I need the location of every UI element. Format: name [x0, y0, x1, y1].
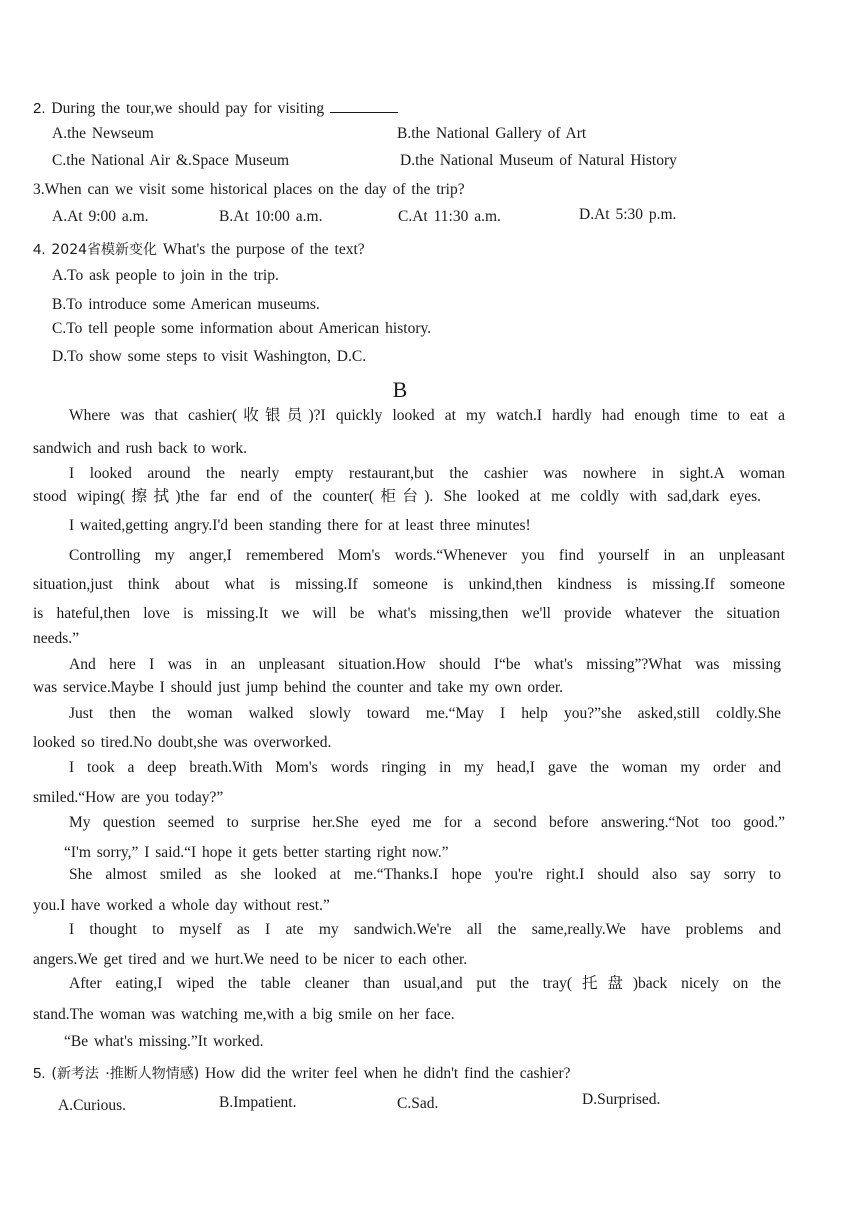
passage-line: is hateful,then love is missing.It we will be what's missing,then we'll provide whatever the situation	[33, 605, 780, 622]
passage-line: sandwich and rush back to work.	[33, 440, 248, 457]
question-tag: (新考法 ·推断人物情感)	[51, 1066, 200, 1082]
passage-line: My question seemed to surprise her.She eyed me for a second before answering.“Not too good.”	[69, 814, 785, 831]
option-b: B.At 10:00 a.m.	[219, 208, 323, 225]
passage-line: needs.”	[33, 630, 80, 647]
option-b: B.the National Gallery of Art	[397, 125, 587, 142]
passage-line: She almost smiled as she looked at me.“Thanks.I hope you're right.I should also say sorry to	[69, 866, 781, 883]
option-d: D.At 5:30 p.m.	[579, 206, 677, 223]
question-2-stem	[33, 98, 398, 119]
option-c: C.To tell people some information about American history.	[52, 320, 432, 337]
question-tag: 2024省模新变化	[51, 242, 158, 258]
passage-line: Controlling my anger,I remembered Mom's words.“Whenever you find yourself in an unpleasant	[69, 547, 785, 564]
option-c: C.Sad.	[397, 1095, 439, 1112]
option-b: B.Impatient.	[219, 1094, 297, 1111]
passage-line: And here I was in an unpleasant situation.How should I“be what's missing”?What was missing	[69, 656, 781, 673]
answer-blank	[330, 98, 398, 113]
passage-line: “I'm sorry,” I said.“I hope it gets better starting right now.”	[64, 844, 449, 861]
passage-line: I waited,getting angry.I'd been standing there for at least three minutes!	[69, 517, 531, 534]
passage-line: you.I have worked a whole day without rest.”	[33, 897, 330, 914]
passage-line: situation,just think about what is missing.If someone is unkind,then kindness is missing.If someone	[33, 576, 785, 593]
passage-line: I looked around the nearly empty restaurant,but the cashier was nowhere in sight.A woman	[69, 465, 785, 482]
question-number: 4.	[33, 241, 46, 258]
passage-line: stand.The woman was watching me,with a big smile on her face.	[33, 1006, 455, 1023]
option-b: B.To introduce some American museums.	[52, 296, 320, 313]
option-c: C.the National Air &.Space Museum	[52, 152, 290, 169]
question-text: During the tour,we should pay for visiting	[51, 100, 325, 117]
question-text: How did the writer feel when he didn't find the cashier?	[205, 1065, 571, 1082]
question-number: 2.	[33, 100, 46, 117]
question-number: 5.	[33, 1065, 46, 1082]
question-4-stem	[33, 240, 365, 260]
option-d: D.To show some steps to visit Washington, D.C.	[52, 348, 367, 365]
passage-line: was service.Maybe I should just jump behind the counter and take my own order.	[33, 679, 564, 696]
passage-line: “Be what's missing.”It worked.	[64, 1033, 264, 1050]
option-a: A.Curious.	[58, 1097, 127, 1114]
passage-line: Where was that cashier(收银员)?I quickly looked at my watch.I hardly had enough time to eat a	[69, 407, 785, 424]
passage-line: I took a deep breath.With Mom's words ringing in my head,I gave the woman my order and	[69, 759, 781, 776]
option-c: C.At 11:30 a.m.	[398, 208, 501, 225]
passage-line: After eating,I wiped the table cleaner than usual,and put the tray(托盘)back nicely on the	[69, 975, 781, 992]
question-5-stem	[33, 1064, 571, 1084]
passage-line: looked so tired.No doubt,she was overworked.	[33, 734, 332, 751]
option-d: D.the National Museum of Natural History	[400, 152, 677, 169]
question-3-stem: 3.When can we visit some historical places on the day of the trip?	[33, 181, 465, 198]
section-title: B	[392, 377, 408, 402]
option-a: A.the Newseum	[52, 125, 154, 142]
passage-line: I thought to myself as I ate my sandwich.We're all the same,really.We have problems and	[69, 921, 781, 938]
option-a: A.To ask people to join in the trip.	[52, 267, 279, 284]
question-text: What's the purpose of the text?	[162, 241, 365, 258]
passage-line: smiled.“How are you today?”	[33, 789, 224, 806]
passage-line: angers.We get tired and we hurt.We need to be nicer to each other.	[33, 951, 468, 968]
passage-line: stood wiping(擦拭)the far end of the counter(柜台). She looked at me coldly with sad,dark eyes.	[33, 488, 761, 505]
passage-line: Just then the woman walked slowly toward me.“May I help you?”she asked,still coldly.She	[69, 705, 781, 722]
option-d: D.Surprised.	[582, 1091, 661, 1108]
option-a: A.At 9:00 a.m.	[52, 208, 149, 225]
